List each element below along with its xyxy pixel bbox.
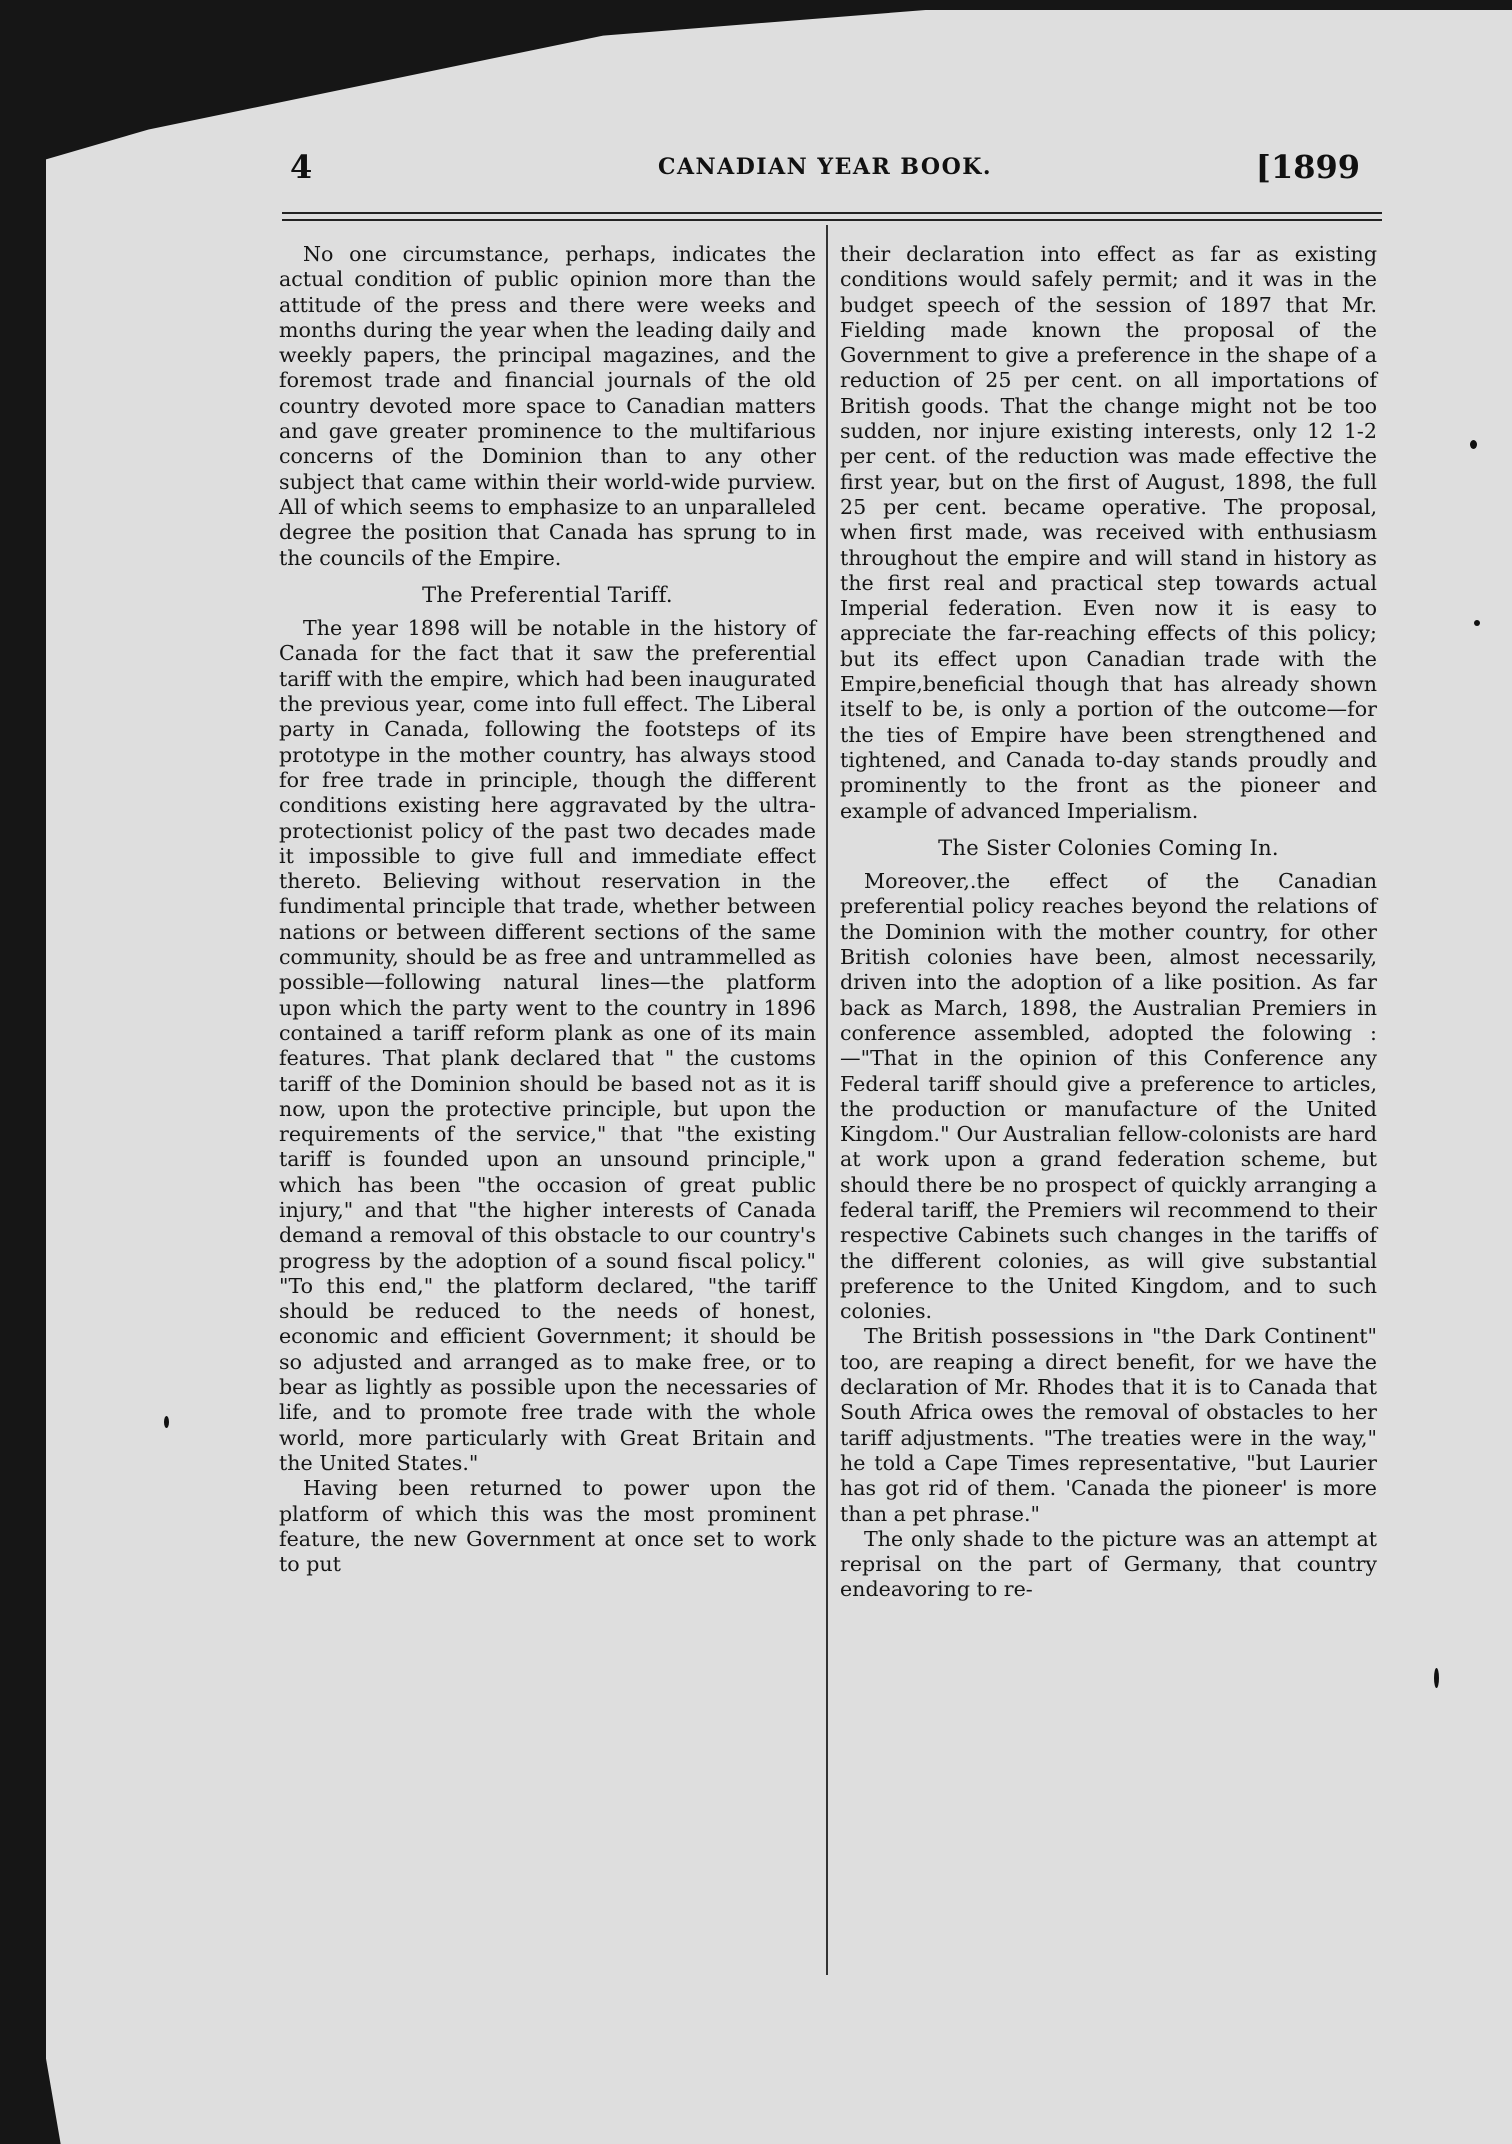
header-rule-top	[282, 212, 1382, 214]
header-rule-bottom	[282, 219, 1382, 221]
paragraph: Moreover,.the effect of the Canadian preferential policy reaches beyond the relations of the Dominion with the mother country, for other British colonies have been, almost necessarily, driven into the adoption of a like position. As far back as March, 1898, the Australian Premiers in conference assembled, adopted the folowing :—"That in the opinion of this Conference any Federal tariff should give a preference to articles, the production or manufacture of the United Kingdom." Our Australian fellow-colonists are hard at work upon a grand federation scheme, but should there be no prospect of quickly arranging a federal tariff, the Premiers wil recommend to their respective Cabinets such changes in the tariffs of the different colonies, as will give substantial preference to the United Kingdom, and to such colonies.	[840, 869, 1377, 1324]
header-year: [1899	[1255, 148, 1360, 186]
left-column	[279, 242, 816, 1577]
paragraph: No one circumstance, perhaps, indicates the actual condition of public opinion more than the attitude of the press and there were weeks and months during the year when the leading daily and weekly papers, the principal magazines, and the foremost trade and financial journals of the old country devoted more space to Canadian matters and gave greater prominence to the multifarious concerns of the Dominion than to any other subject that came within their world-wide purview. All of which seems to emphasize to an unparalleled degree the position that Canada has sprung to in the councils of the Empire.	[279, 242, 816, 570]
ink-speck	[1434, 1668, 1439, 1688]
ink-speck	[164, 1416, 169, 1428]
paragraph: The British possessions in "the Dark Continent" too, are reaping a direct benefit, for we have the declaration of Mr. Rhodes that it is to Canada that South Africa owes the removal of obstacles to her tariff adjustments. "The treaties were in the way," he told a Cape Times representative, "but Laurier has got rid of them. 'Canada the pioneer' is more than a pet phrase."	[840, 1324, 1377, 1526]
page-number: 4	[290, 148, 313, 186]
column-divider	[826, 225, 828, 1975]
ink-speck	[1470, 440, 1477, 449]
paragraph: their declaration into effect as far as existing conditions would safely permit; and it was in the budget speech of the session of 1897 that Mr. Fielding made known the proposal of the Government to give a preference in the shape of a reduction of 25 per cent. on all importations of British goods. That the change might not be too sudden, nor injure existing interests, only 12 1-2 per cent. of the reduction was made effective the first year, but on the first of August, 1898, the full 25 per cent. became operative. The proposal, when first made, was received with enthusiasm throughout the empire and will stand in history as the first real and practical step towards actual Imperial federation. Even now it is easy to appreciate the far-reaching effects of this policy; but its effect upon Canadian trade with the Empire,beneficial though that has already shown itself to be, is only a portion of the outcome—for the ties of Empire have been strengthened and tightened, and Canada to-day stands proudly and prominently to the front as the pioneer and example of advanced Imperialism.	[840, 242, 1377, 823]
paragraph: The year 1898 will be notable in the history of Canada for the fact that it saw the preferential tariff with the empire, which had been inaugurated the previous year, come into full effect. The Liberal party in Canada, following the footsteps of its prototype in the mother country, has always stood for free trade in principle, though the different conditions existing here aggravated by the ultra-protectionist policy of the past two decades made it impossible to give full and immediate effect thereto. Believing without reservation in the fundimental principle that trade, whether between nations or between different sections of the same community, should be as free and untrammelled as possible—following natural lines—the platform upon which the party went to the country in 1896 contained a tariff reform plank as one of its main features. That plank declared that " the customs tariff of the Dominion should be based not as it is now, upon the protective principle, but upon the requirements of the service," that "the existing tariff is founded upon an unsound principle," which has been "the occasion of great public injury," and that "the higher interests of Canada demand a removal of this obstacle to our country's progress by the adoption of a sound fiscal policy." "To this end," the platform declared, "the tariff should be reduced to the needs of honest, economic and efficient Government; it should be so adjusted and arranged as to make free, or to bear as lightly as possible upon the necessaries of life, and to promote free trade with the whole world, more particularly with Great Britain and the United States."	[279, 616, 816, 1475]
right-column	[840, 242, 1377, 1603]
ink-speck	[1474, 620, 1480, 626]
section-heading: The Sister Colonies Coming In.	[938, 835, 1279, 860]
paragraph: The only shade to the picture was an attempt at reprisal on the part of Germany, that country endeavoring to re-	[840, 1526, 1377, 1602]
paragraph: Having been returned to power upon the platform of which this was the most prominent feature, the new Government at once set to work to put	[279, 1476, 816, 1577]
running-head-title: CANADIAN YEAR BOOK.	[657, 154, 993, 180]
section-heading: The Preferential Tariff.	[422, 582, 673, 607]
